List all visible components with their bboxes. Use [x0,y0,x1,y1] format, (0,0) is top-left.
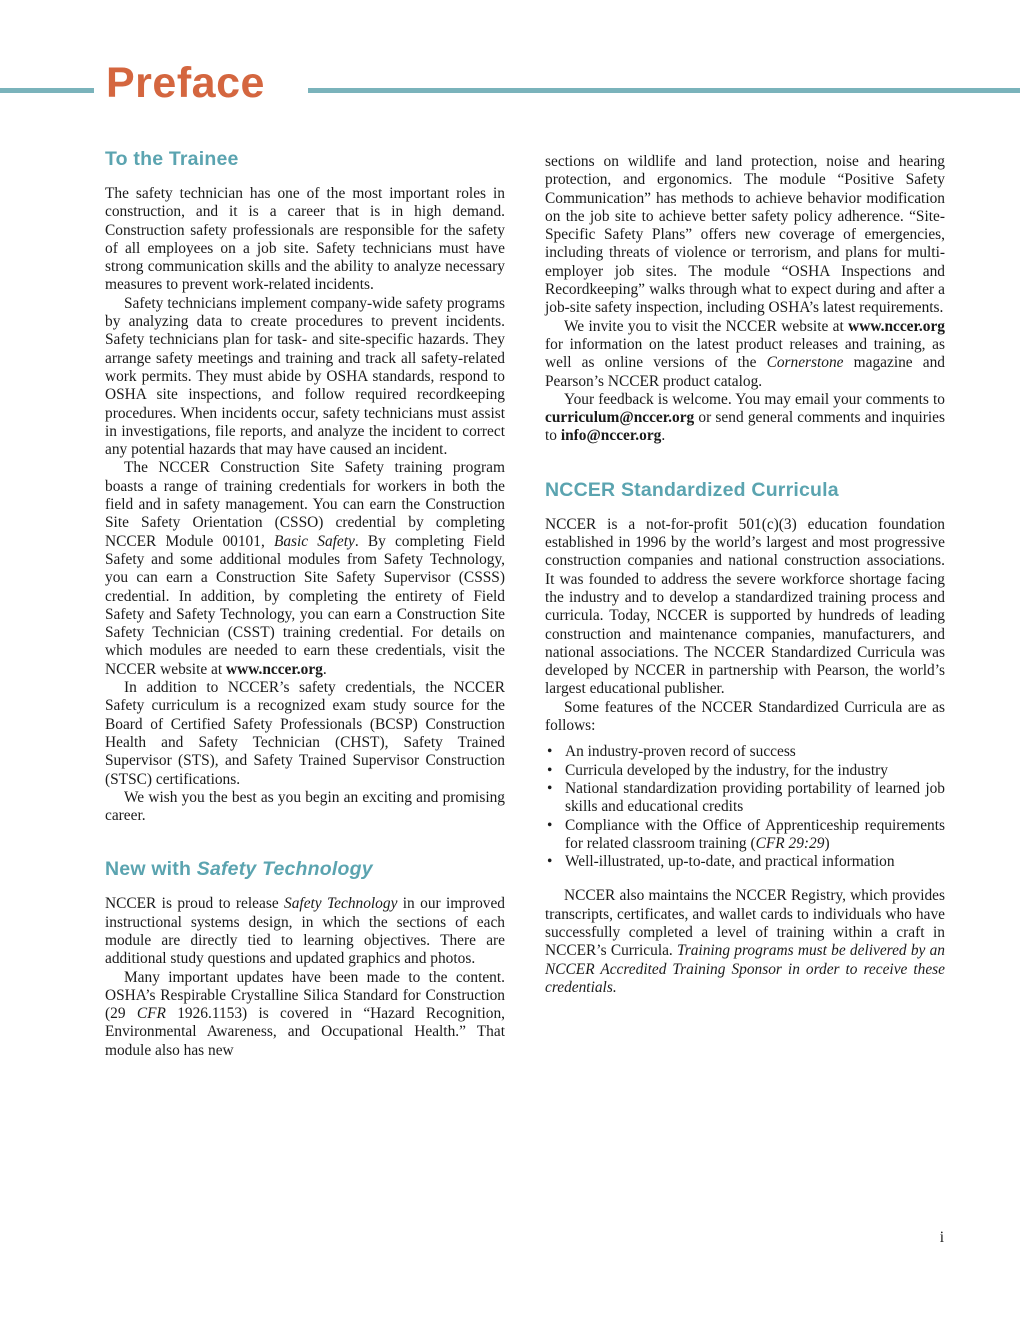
heading-new-with-safety-technology [105,856,505,882]
italic-text: CFR [136,1005,166,1023]
website-link[interactable]: www.nccer.org [225,660,323,678]
section-continued [545,153,945,446]
paragraph [545,391,945,446]
paragraph: We wish you the best as you begin an exciting and promising career. [105,788,505,825]
paragraph: NCCER is a not-for-profit 501(c)(3) education foundation established in 1996 by the world’s largest and most progressive construction companies and national construction associations. It was founded to address the severe workforce shortage facing the industry and to develop a standardized training process and curricula. Today, NCCER is supported by hundreds of leading construction and maintenance companies, manufacturers, and national associations. The NCCER Standardized Curricula was developed by NCCER in partnership with Pearson, the world’s largest educational publisher. [545,515,945,698]
italic-title: Cornerstone [766,354,844,372]
text-run: Your feedback is welcome. You may email your comments to [564,390,945,408]
paragraph [105,969,505,1060]
heading-text: New with [105,858,197,881]
paragraph [545,887,945,997]
list-item: • An industry-proven record of success [545,743,945,761]
section-nccer-standardized-curricula [545,477,945,997]
email-link-curriculum[interactable]: curriculum@nccer.org [545,409,695,427]
features-list [545,743,945,871]
italic-text: CFR 29:29 [755,834,825,852]
page-number: i [939,1229,944,1246]
right-column [545,153,945,997]
paragraph: Safety technicians implement company-wide safety programs by analyzing data to create procedures to prevent incidents. Safety technicians plan for task- and site-specific hazards. They arrange safety meetings and training and track all safety-related work permits. They must abide by OSHA standards, respond to OSHA site inspections, and follow required recordkeeping procedures. When incidents occur, safety technicians must assist in investigations, file reports, and analyze the incident to correct any potential hazards that may have caused an incident. [105,294,505,459]
email-link-info[interactable]: info@nccer.org [560,427,662,445]
list-item [545,817,945,854]
italic-title: Basic Safety [273,532,355,550]
text-run: Many important updates have been made to the content. OSHA’s Respirable Crystalline Silica Standard for Construction (29 [105,968,505,1023]
heading-to-the-trainee: To the Trainee [105,148,239,170]
paragraph: sections on wildlife and land protection, noise and hearing protection, and ergonomics. The module “Positive Safety Communication” has methods to achieve behavior modification on the job site to achieve better safety policy adherence. “Site-Specific Safety Plans” offers new coverage of emergencies, including threats of violence or terrorism, and plans for multi-employer job sites. The module “OSHA Inspections and Recordkeeping” walks through what to expect during and after a job-site safety inspection, including OSHA’s latest requirements. [545,153,945,317]
section-new-with-safety-technology [105,856,505,1060]
text-run: ) [824,834,830,852]
list-item: • Curricula developed by the industry, for the industry [545,762,945,780]
page-header [0,58,1020,108]
text-run: for information on the latest product releases and training, as well as online versions of the [545,335,945,372]
paragraph [545,318,945,391]
header-rule-right [308,88,1020,93]
text-run: NCCER also maintains the NCCER Registry, which provides transcripts, certificates, and wallet cards to individuals who have successfully completed a level of training within a craft in NCCER’s Curricula. [545,887,945,960]
paragraph [105,895,505,968]
page-title: Preface [106,59,265,107]
paragraph: The safety technician has one of the most important roles in construction, and it is a career that is in high demand. Construction safety professionals are responsible for the safety of all employees on a job site. Safety technicians must have strong communication skills and the ability to analyze necessary measures to prevent work-related incidents. [105,185,505,294]
list-item: • National standardization providing portability of learned job skills and educational credits [545,780,945,817]
list-item: • Well-illustrated, up-to-date, and practical information [545,853,945,871]
text-run: We invite you to visit the NCCER website at [564,317,849,335]
text-run: magazine and Pearson’s NCCER product catalog. [545,354,945,390]
text-run: in our improved instructional systems design, in which the sections of each module are directly tied to learning objectives. There are additional study questions and updated graphics and photos. [105,895,505,968]
section-to-the-trainee [105,146,505,825]
text-run: . By completing Field Safety and some additional modules from Safety Technology, you can earn a Construction Site Safety Supervisor (CSSS) credential. In addition, by completing the entirety of Field Safety and Safety Technology, you can earn a Construction Site Safety Technician (CSST) training credential. For details on which modules are needed to earn these credentials, visit the NCCER website at [105,532,506,678]
text-run: Compliance with the Office of Apprenticeship requirements for related classroom training ( [565,816,945,852]
text-run: . [322,660,327,678]
text-run: or send general comments and inquiries to [545,409,945,445]
header-rule-left [0,88,94,93]
italic-title: Safety Technology [284,895,398,913]
heading-italic: Safety Technology [196,858,373,881]
heading-nccer-standardized-curricula: NCCER Standardized Curricula [545,478,839,501]
paragraph: Some features of the NCCER Standardized Curricula are as follows: [545,698,945,735]
paragraph [105,459,505,679]
website-link[interactable]: www.nccer.org [848,317,945,335]
italic-text: Training programs must be delivered by an NCCER Accredited Training Sponsor in order to receive these credentials. [545,942,945,996]
text-run: . [661,427,666,445]
text-run: NCCER is proud to release [105,895,285,913]
text-run: The NCCER Construction Site Safety training program boasts a range of training credentials for workers in both the field and in safety management. You can earn the Construction Site Safety Orientation (CSSO) credential by completing NCCER Module 00101, [105,459,505,550]
left-column [105,146,505,1060]
text-run: 1926.1153) is covered in “Hazard Recognition, Environmental Awareness, and Occupational Health.” That module also has new [105,1005,505,1059]
paragraph: In addition to NCCER’s safety credentials, the NCCER Safety curriculum is a recognized exam study source for the Board of Certified Safety Professionals (BCSP) Construction Health and Safety Technician (CHST), Safety Trained Supervisor (STS), and Safety Trained Supervisor Construction (STSC) certifications. [105,679,505,788]
